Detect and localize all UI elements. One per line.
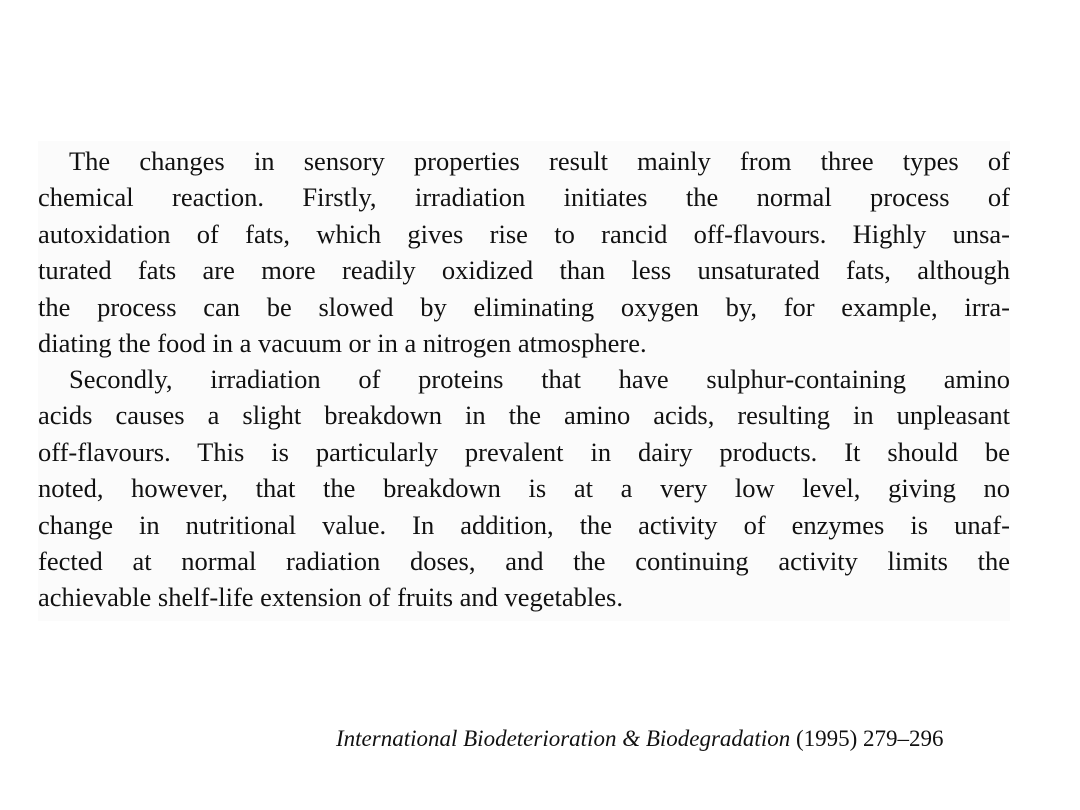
paragraph-line: change in nutritional value. In addition, the activity of enzymes is unaf- <box>38 509 1010 540</box>
paragraph-line: off-flavours. This is particularly prevalent in dairy products. It should be <box>38 436 1010 467</box>
paragraph-line: chemical reaction. Firstly, irradiation initiates the normal process of <box>38 182 1010 213</box>
paragraph-line: acids causes a slight breakdown in the amino acids, resulting in unpleasant <box>38 400 1010 431</box>
paragraph-line: autoxidation of fats, which gives rise to rancid off-flavours. Highly unsa- <box>38 218 1010 249</box>
paragraph-line: diating the food in a vacuum or in a nitrogen atmosphere. <box>38 327 647 358</box>
paragraph-line: achievable shelf-life extension of fruits and vegetables. <box>38 582 623 613</box>
paragraph-protein-irradiation <box>38 361 1010 616</box>
citation-details: (1995) 279–296 <box>790 726 944 751</box>
citation <box>336 724 944 754</box>
citation-journal: International Biodeterioration & Biodegradation <box>336 726 791 751</box>
text-excerpt <box>38 141 1010 621</box>
paragraph-line: fected at normal radiation doses, and the continuing activity limits the <box>38 545 1010 576</box>
paragraph-sensory-changes <box>38 143 1010 361</box>
paragraph-line: Secondly, irradiation of proteins that have sulphur-containing amino <box>69 364 1010 394</box>
paragraph-line: noted, however, that the breakdown is at a very low level, giving no <box>38 473 1010 504</box>
paragraph-line: The changes in sensory properties result mainly from three types of <box>69 146 1010 176</box>
paragraph-line: turated fats are more readily oxidized than less unsaturated fats, although <box>38 255 1010 286</box>
paragraph-line: the process can be slowed by eliminating oxygen by, for example, irra- <box>38 291 1010 322</box>
